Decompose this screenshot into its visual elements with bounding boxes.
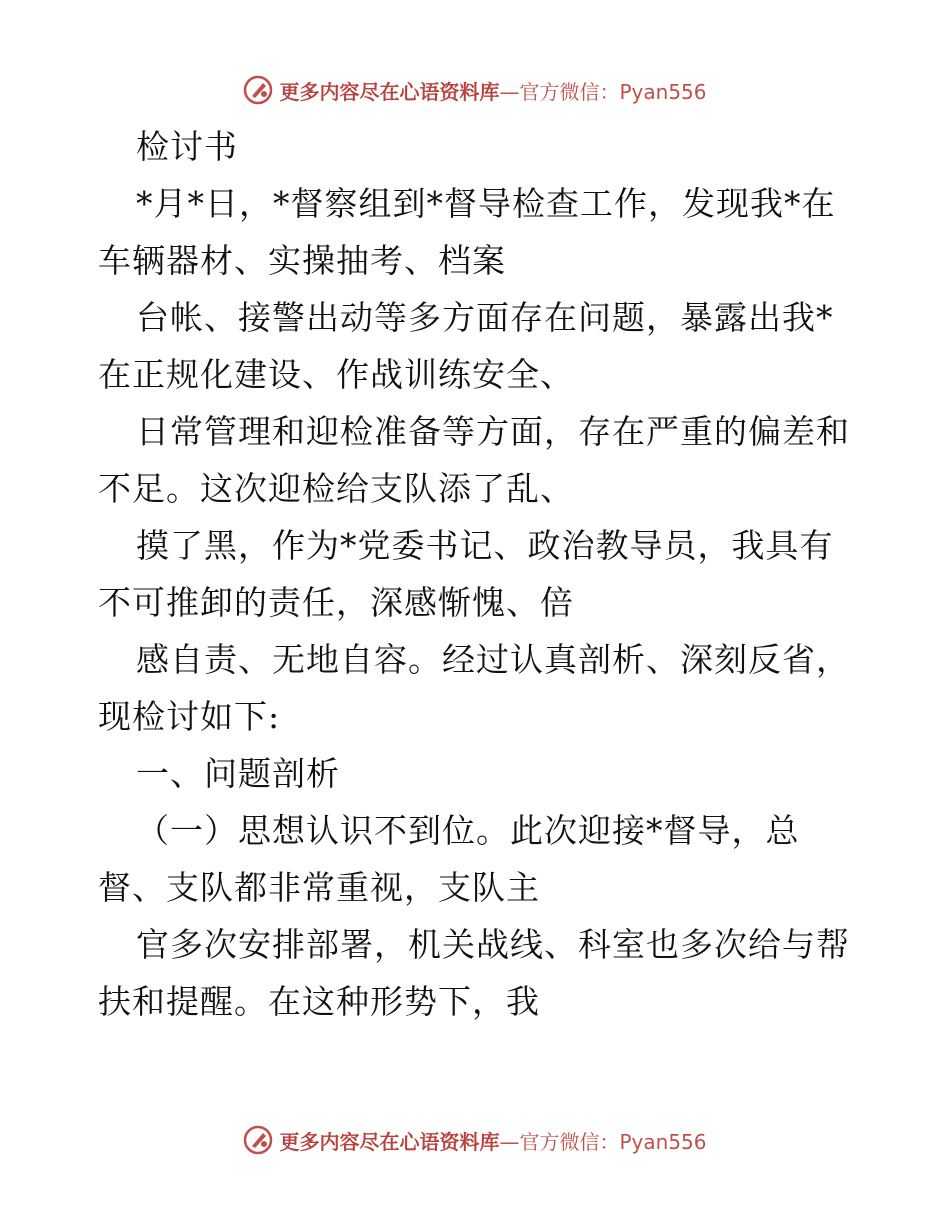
banner-text: [279, 1126, 706, 1155]
banner-wechat-label: 官方微信：: [519, 1129, 620, 1154]
banner-wechat-id: Pyan556: [619, 79, 707, 104]
paragraph-line: 在正规化建设、作战训练安全、: [98, 355, 574, 394]
paragraph-line: 不可推卸的责任，深感惭愧、倍: [98, 583, 574, 622]
logo-icon: [243, 75, 273, 105]
logo-icon: [243, 1125, 273, 1155]
header-banner: [0, 70, 950, 110]
banner-brand: 更多内容尽在心语资料库: [279, 79, 500, 104]
banner-separator: —: [499, 1129, 520, 1154]
subsection-line: （一）思想认识不到位。此次迎接*督导，总: [136, 811, 800, 850]
banner-wechat-label: 官方微信：: [519, 79, 620, 104]
paragraph-line: 扶和提醒。在这种形势下，我: [98, 982, 540, 1021]
section-heading: 一、问题剖析: [136, 754, 340, 793]
paragraph-line: 督、支队都非常重视，支队主: [98, 868, 540, 907]
paragraph-line: 日常管理和迎检准备等方面，存在严重的偏差和: [136, 412, 850, 451]
banner-text: [279, 76, 706, 105]
document-body: [98, 118, 858, 1030]
footer-banner: [0, 1120, 950, 1160]
paragraph-line: 台帐、接警出动等多方面存在问题，暴露出我*: [136, 298, 834, 337]
paragraph-line: 不足。这次迎检给支队添了乱、: [98, 469, 574, 508]
paragraph-line: 摸了黑，作为*党委书记、政治教导员，我具有: [136, 526, 834, 565]
document-title: 检讨书: [136, 127, 238, 166]
banner-separator: —: [499, 79, 520, 104]
paragraph-line: 现检讨如下:: [98, 697, 281, 736]
banner-wechat-id: Pyan556: [619, 1129, 707, 1154]
paragraph-line: *月*日，*督察组到*督导检查工作，发现我*在: [136, 184, 836, 223]
paragraph-line: 车辆器材、实操抽考、档案: [98, 241, 506, 280]
paragraph-line: 感自责、无地自容。经过认真剖析、深刻反省，: [136, 640, 850, 679]
paragraph-line: 官多次安排部署，机关战线、科室也多次给与帮: [136, 925, 850, 964]
banner-brand: 更多内容尽在心语资料库: [279, 1129, 500, 1154]
